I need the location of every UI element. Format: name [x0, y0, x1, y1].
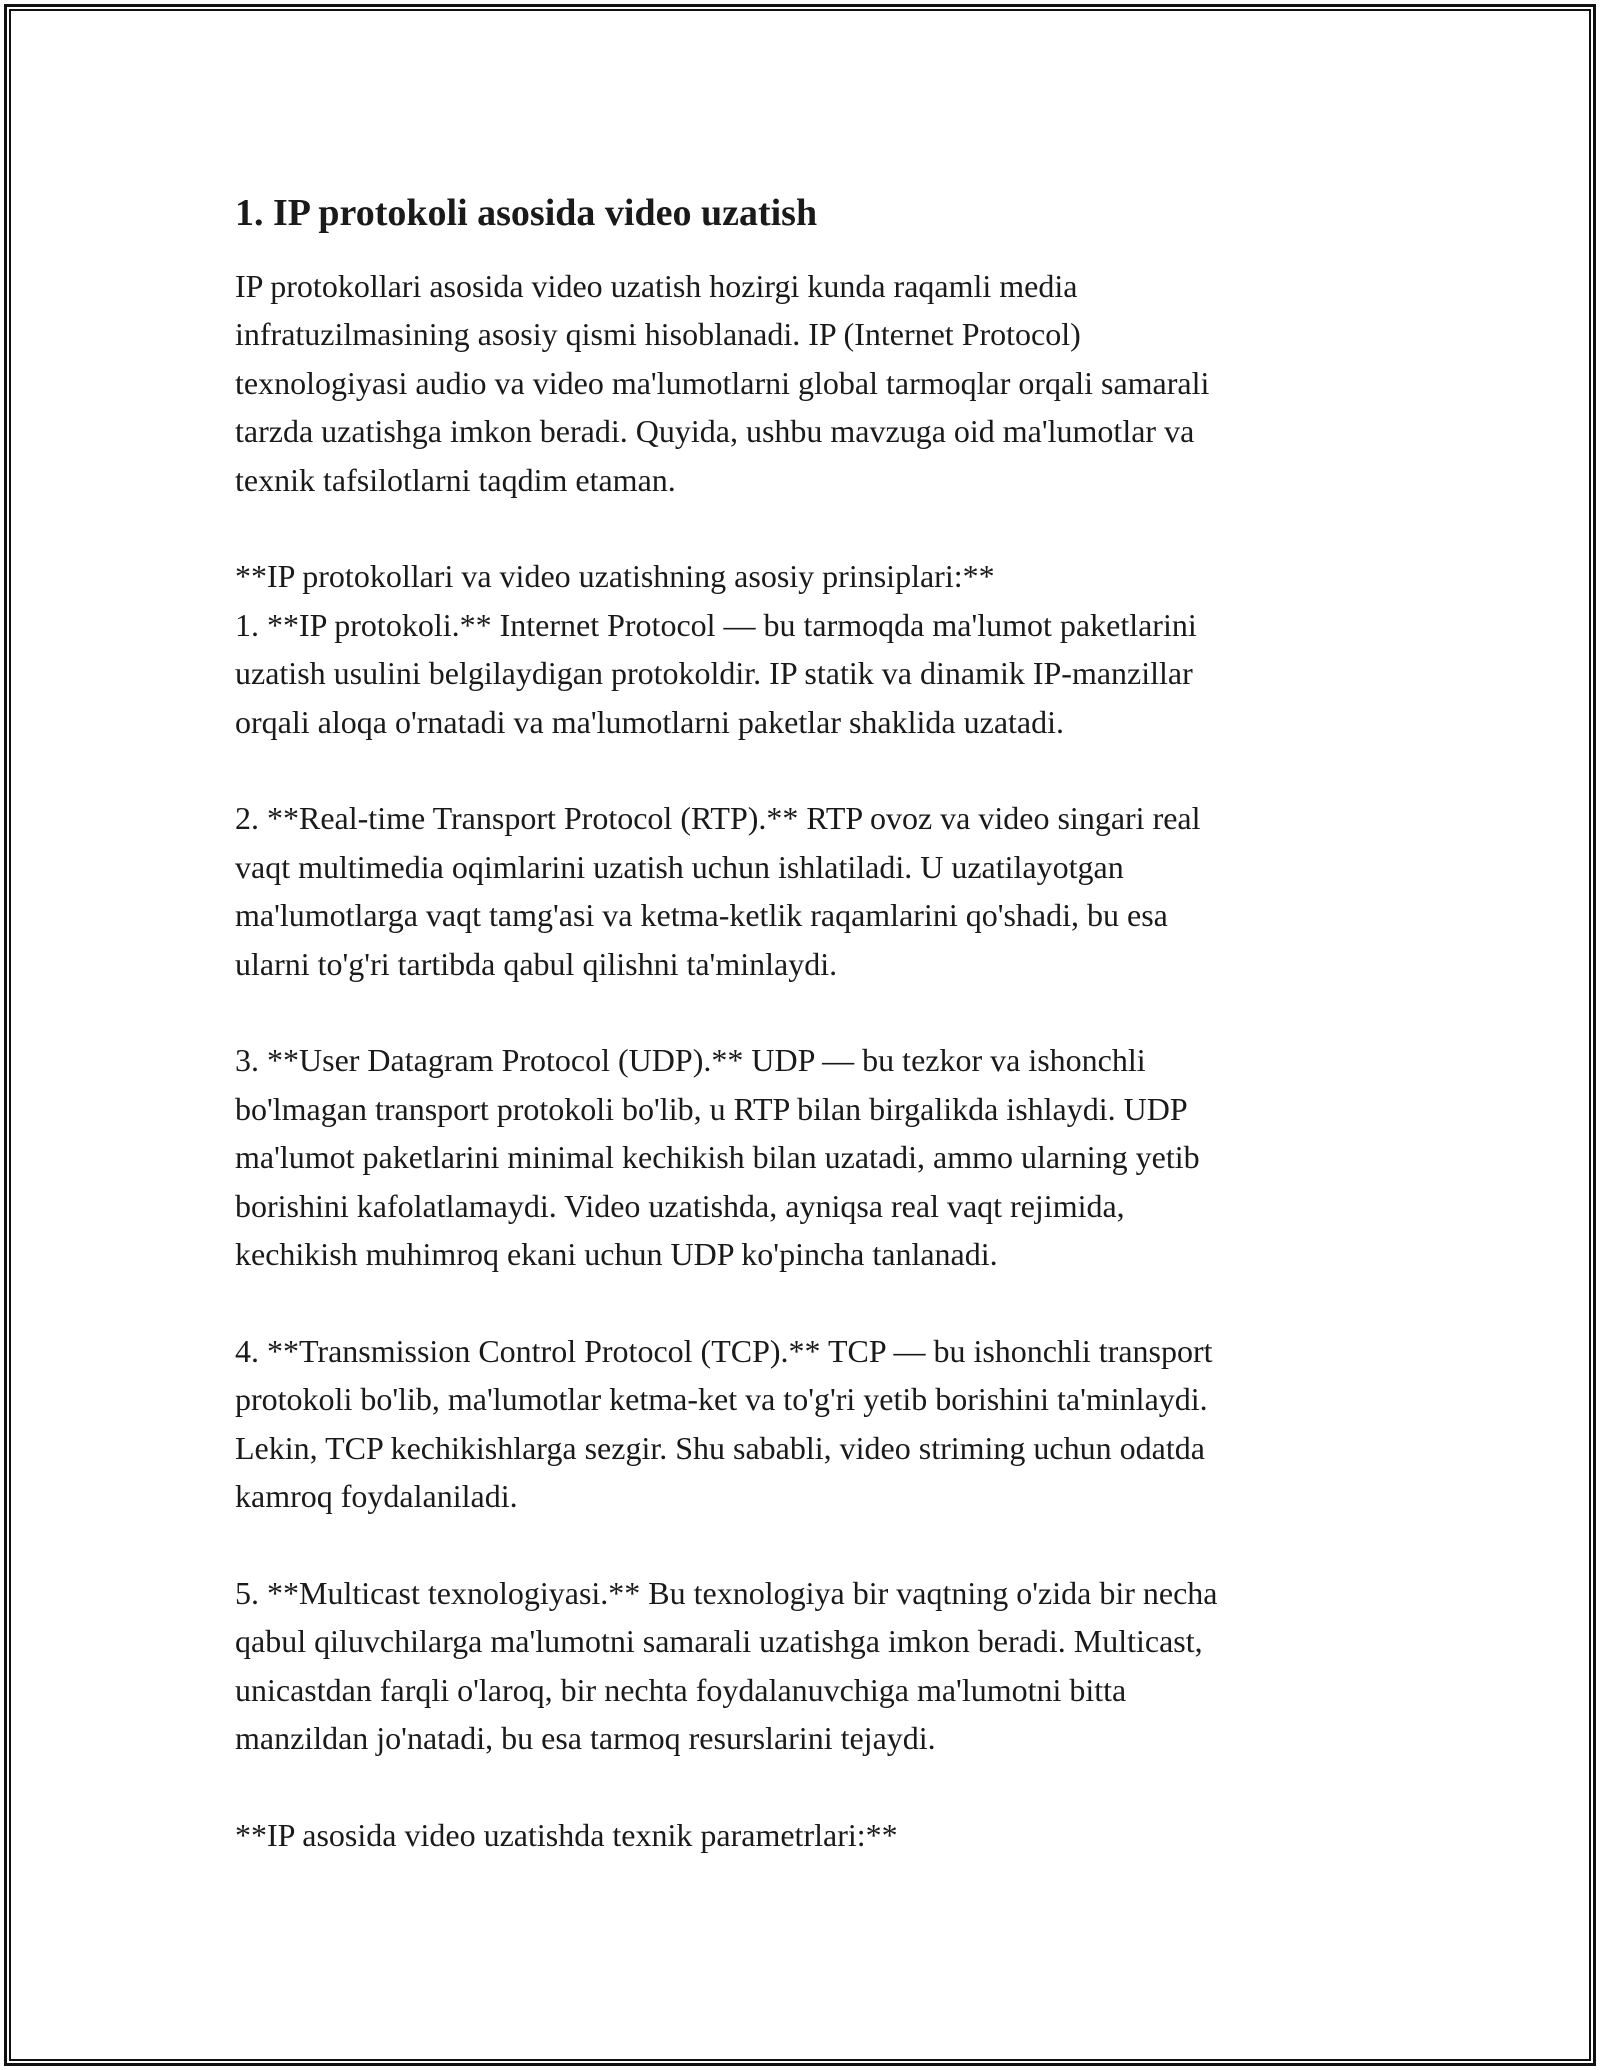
section-heading: 1. IP protokoli asosida video uzatish — [235, 192, 818, 234]
multicast-paragraph: 5. **Multicast texnologiyasi.** Bu texnologiya bir vaqtning o'zida bir necha qabul qiluvchilarga ma'lumotni samarali uzatishga imkon beradi. Multicast, unicastdan farqli o'laroq, bir nechta foydalanuvchiga ma'lumotni bitta manzildan jo'natadi, bu esa tarmoq resurslarini tejaydi. — [235, 1574, 1218, 1757]
paragraph-gap — [235, 1521, 1375, 1569]
paragraph-gap — [235, 746, 1375, 794]
technical-parameters-heading: **IP asosida video uzatishda texnik parametrlari:** — [235, 1816, 898, 1853]
paragraph-gap — [235, 504, 1375, 552]
paragraph-gap — [235, 1278, 1375, 1326]
tcp-paragraph: 4. **Transmission Control Protocol (TCP).** TCP — bu ishonchli transport protokoli bo'lib, ma'lumotlar ketma-ket va to'g'ri yetib borishini ta'minlaydi. Lekin, TCP kechikishlarga sezgir. Shu sababli, video striming uchun odatda kamroq foydalaniladi. — [235, 1332, 1213, 1515]
document-body — [235, 186, 1375, 1859]
principles-paragraph: **IP protokollari va video uzatishning asosiy prinsiplari:** 1. **IP protokoli.** Internet Protocol — bu tarmoqda ma'lumot paketlarini uzatish usulini belgilaydigan protokoldir. IP statik va dinamik IP-manzillar orqali aloqa o'rnatadi va ma'lumotlarni paketlar shaklida uzatadi. — [235, 558, 1197, 740]
rtp-paragraph: 2. **Real-time Transport Protocol (RTP).** RTP ovoz va video singari real vaqt multimedia oqimlarini uzatish uchun ishlatiladi. U uzatilayotgan ma'lumotlarga vaqt tamg'asi va ketma-ketlik raqamlarini qo'shadi, bu esa ularni to'g'ri tartibda qabul qilishni ta'minlaydi. — [235, 800, 1201, 982]
paragraph-gap — [235, 988, 1375, 1036]
intro-paragraph: IP protokollari asosida video uzatish hozirgi kunda raqamli media infratuzilmasining asosiy qismi hisoblanadi. IP (Internet Protocol) texnologiyasi audio va video ma'lumotlarni global tarmoqlar orqali samarali tarzda uzatishga imkon beradi. Quyida, ushbu mavzuga oid ma'lumotlar va texnik tafsilotlarni taqdim etaman. — [235, 268, 1210, 498]
udp-paragraph: 3. **User Datagram Protocol (UDP).** UDP — bu tezkor va ishonchli bo'lmagan transport protokoli bo'lib, u RTP bilan birgalikda ishlaydi. UDP ma'lumot paketlarini minimal kechikish bilan uzatadi, ammo ularning yetib borishini kafolatlamaydi. Video uzatishda, ayniqsa real vaqt rejimida, kechikish muhimroq ekani uchun UDP ko'pincha tanlanadi. — [235, 1042, 1200, 1273]
paragraph-gap — [235, 1763, 1375, 1811]
